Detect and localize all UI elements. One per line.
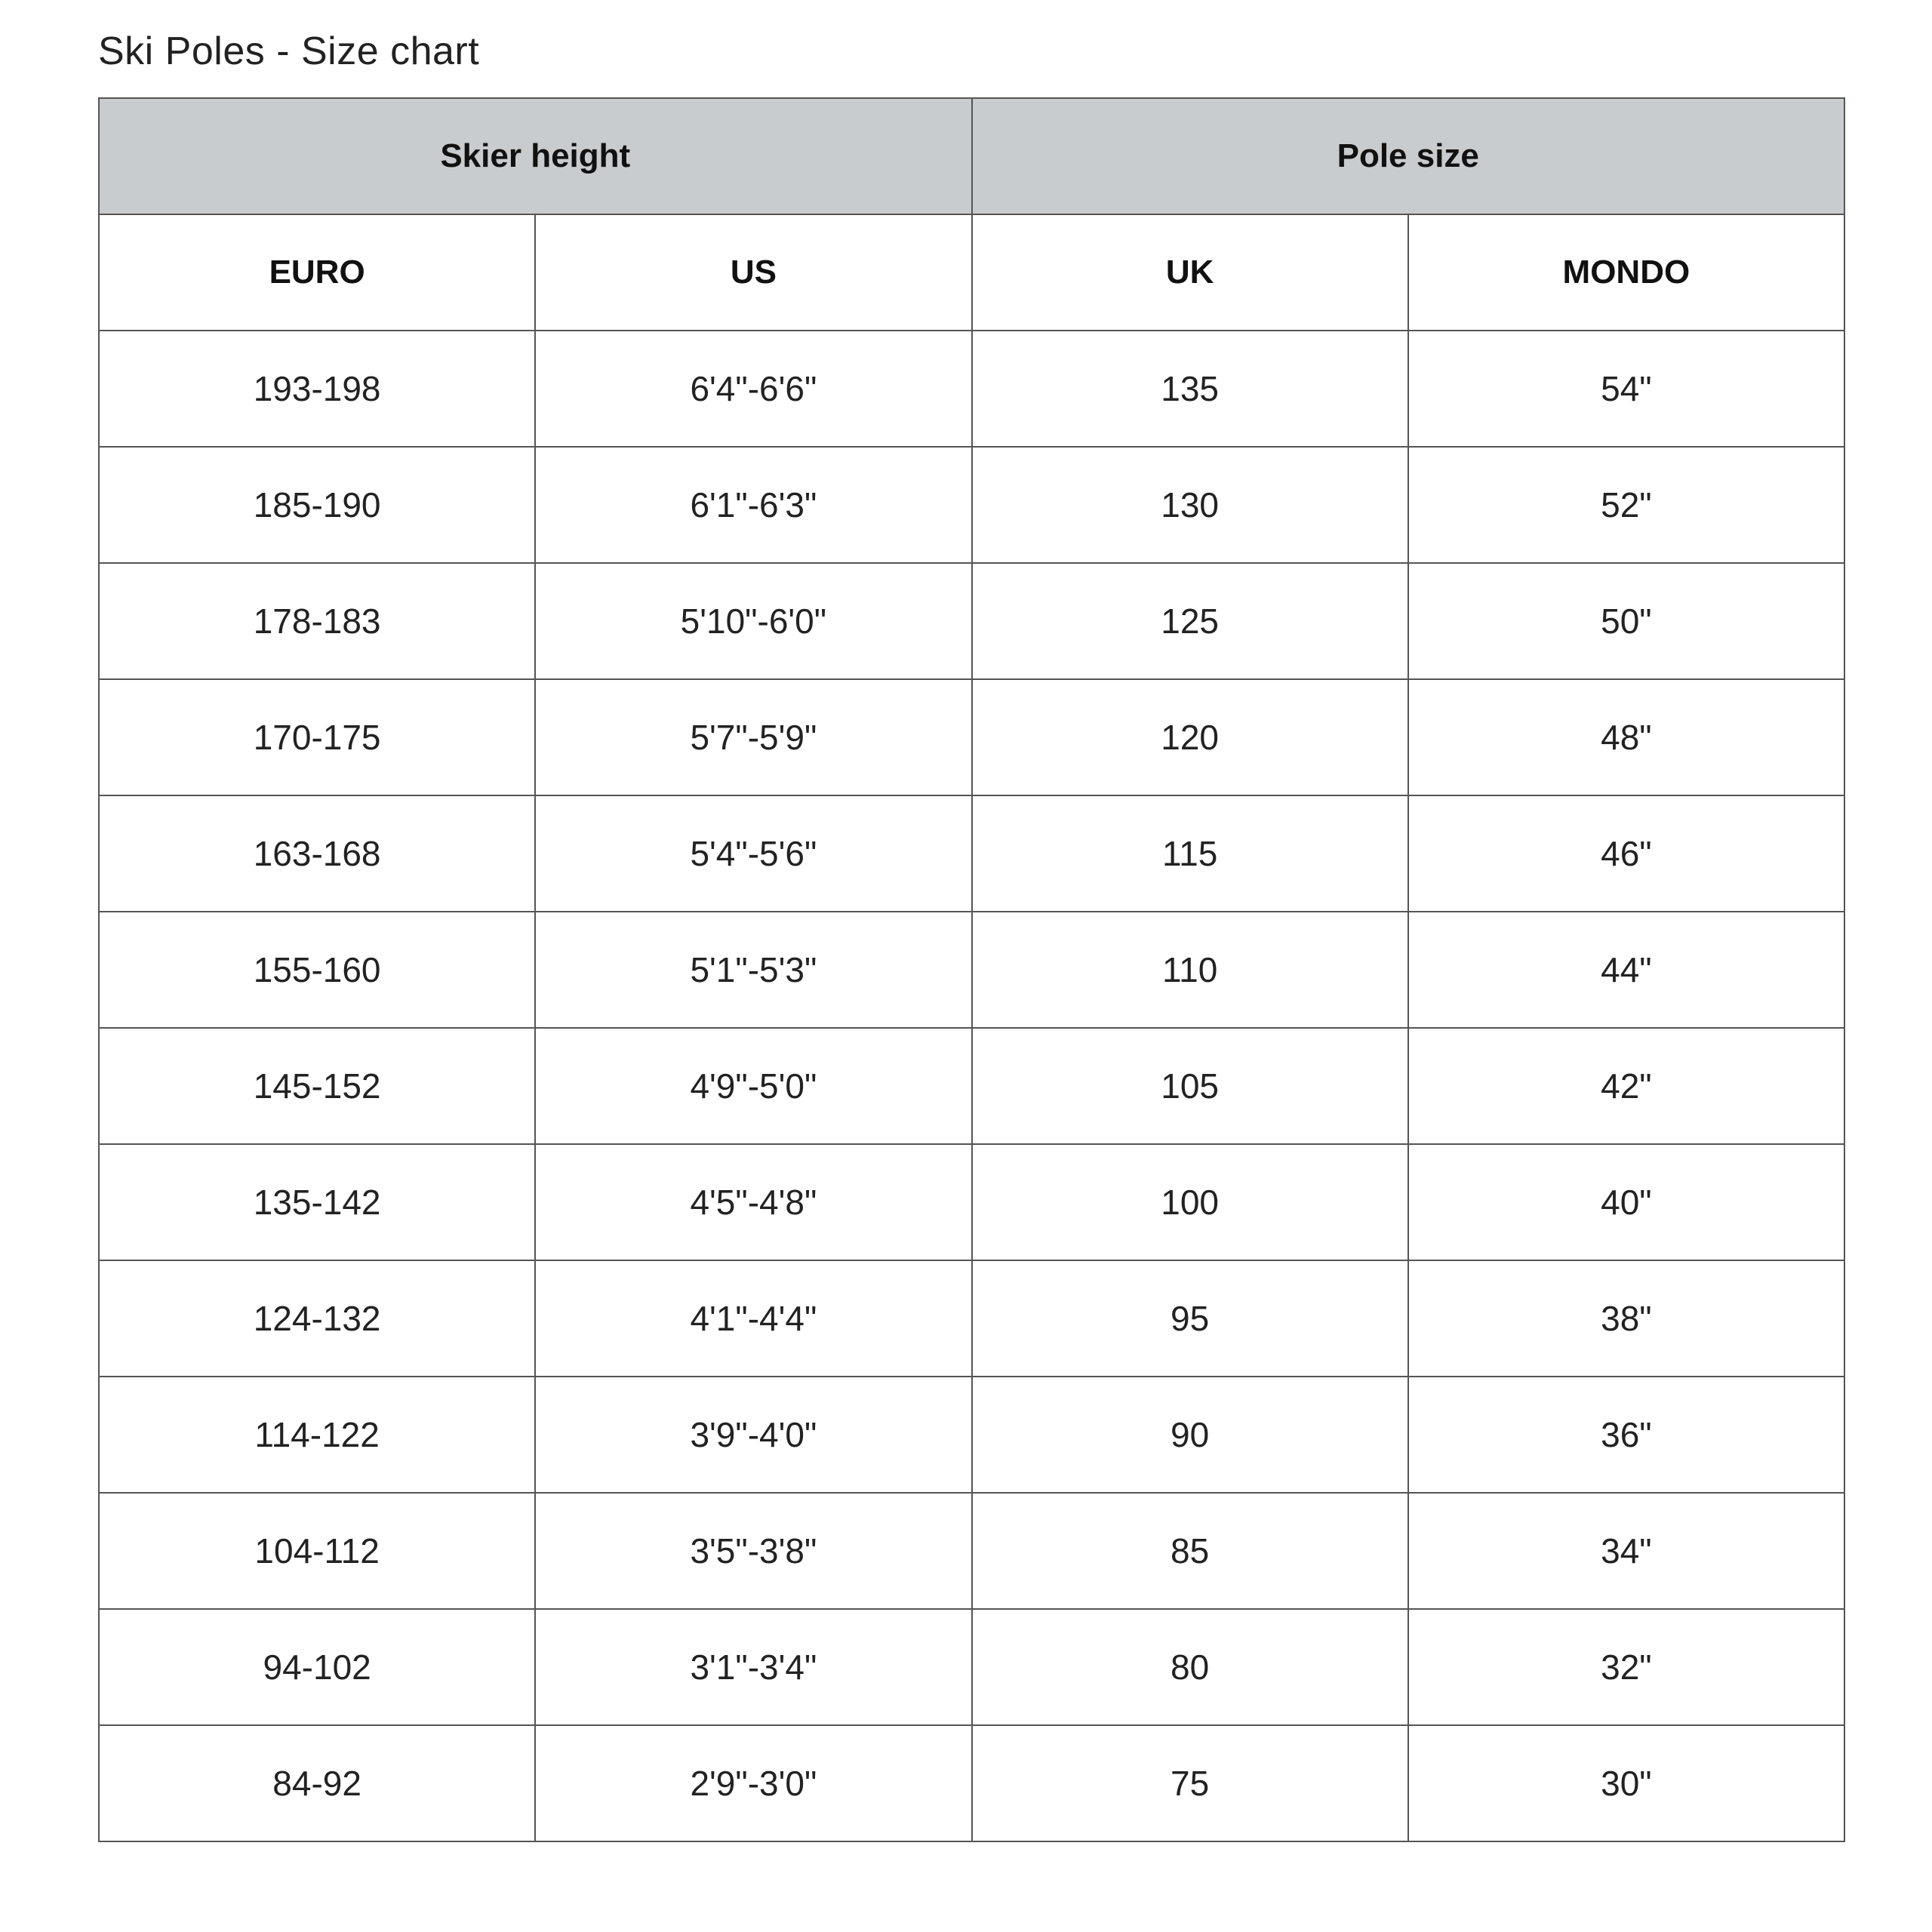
table-row bbox=[99, 1260, 1844, 1377]
cell-mondo: 30" bbox=[1408, 1725, 1844, 1841]
size-chart-table bbox=[98, 97, 1845, 1842]
cell-mondo: 50" bbox=[1408, 563, 1844, 679]
table-row bbox=[99, 1725, 1844, 1841]
cell-us: 4'1"-4'4" bbox=[535, 1260, 971, 1377]
cell-uk: 130 bbox=[972, 447, 1408, 563]
cell-us: 3'9"-4'0" bbox=[535, 1377, 971, 1493]
cell-uk: 85 bbox=[972, 1493, 1408, 1609]
cell-mondo: 54" bbox=[1408, 331, 1844, 447]
cell-us: 5'1"-5'3" bbox=[535, 912, 971, 1028]
cell-mondo: 36" bbox=[1408, 1377, 1844, 1493]
cell-mondo: 34" bbox=[1408, 1493, 1844, 1609]
table-row bbox=[99, 679, 1844, 795]
cell-mondo: 52" bbox=[1408, 447, 1844, 563]
cell-us: 2'9"-3'0" bbox=[535, 1725, 971, 1841]
cell-uk: 75 bbox=[972, 1725, 1408, 1841]
cell-us: 3'1"-3'4" bbox=[535, 1609, 971, 1725]
column-header-mondo: MONDO bbox=[1408, 214, 1844, 331]
cell-uk: 110 bbox=[972, 912, 1408, 1028]
cell-us: 5'10"-6'0" bbox=[535, 563, 971, 679]
table-row bbox=[99, 1028, 1844, 1144]
cell-euro: 170-175 bbox=[99, 679, 535, 795]
cell-us: 3'5"-3'8" bbox=[535, 1493, 971, 1609]
cell-euro: 94-102 bbox=[99, 1609, 535, 1725]
column-header-uk: UK bbox=[972, 214, 1408, 331]
cell-uk: 90 bbox=[972, 1377, 1408, 1493]
cell-uk: 80 bbox=[972, 1609, 1408, 1725]
table-row bbox=[99, 1493, 1844, 1609]
cell-uk: 115 bbox=[972, 795, 1408, 912]
cell-euro: 114-122 bbox=[99, 1377, 535, 1493]
table-row bbox=[99, 331, 1844, 447]
cell-uk: 95 bbox=[972, 1260, 1408, 1377]
column-header-row bbox=[99, 214, 1844, 331]
cell-mondo: 42" bbox=[1408, 1028, 1844, 1144]
cell-mondo: 40" bbox=[1408, 1144, 1844, 1260]
cell-uk: 120 bbox=[972, 679, 1408, 795]
table-row bbox=[99, 563, 1844, 679]
table-row bbox=[99, 1144, 1844, 1260]
cell-us: 6'1"-6'3" bbox=[535, 447, 971, 563]
cell-uk: 100 bbox=[972, 1144, 1408, 1260]
cell-euro: 135-142 bbox=[99, 1144, 535, 1260]
page-title: Ski Poles - Size chart bbox=[98, 29, 480, 73]
column-header-euro: EURO bbox=[99, 214, 535, 331]
group-header-row bbox=[99, 98, 1844, 214]
table-row bbox=[99, 795, 1844, 912]
cell-us: 6'4"-6'6" bbox=[535, 331, 971, 447]
table-row bbox=[99, 1609, 1844, 1725]
table-row bbox=[99, 1377, 1844, 1493]
table-row bbox=[99, 447, 1844, 563]
cell-mondo: 32" bbox=[1408, 1609, 1844, 1725]
cell-euro: 155-160 bbox=[99, 912, 535, 1028]
cell-mondo: 46" bbox=[1408, 795, 1844, 912]
cell-euro: 84-92 bbox=[99, 1725, 535, 1841]
cell-us: 5'7"-5'9" bbox=[535, 679, 971, 795]
cell-us: 5'4"-5'6" bbox=[535, 795, 971, 912]
cell-us: 4'5"-4'8" bbox=[535, 1144, 971, 1260]
group-header-pole-size: Pole size bbox=[972, 98, 1845, 214]
cell-mondo: 44" bbox=[1408, 912, 1844, 1028]
cell-euro: 145-152 bbox=[99, 1028, 535, 1144]
column-header-us: US bbox=[535, 214, 971, 331]
cell-euro: 124-132 bbox=[99, 1260, 535, 1377]
cell-uk: 135 bbox=[972, 331, 1408, 447]
cell-euro: 178-183 bbox=[99, 563, 535, 679]
table-row bbox=[99, 912, 1844, 1028]
cell-uk: 105 bbox=[972, 1028, 1408, 1144]
cell-euro: 193-198 bbox=[99, 331, 535, 447]
cell-euro: 104-112 bbox=[99, 1493, 535, 1609]
group-header-skier-height: Skier height bbox=[99, 98, 972, 214]
cell-mondo: 38" bbox=[1408, 1260, 1844, 1377]
cell-euro: 185-190 bbox=[99, 447, 535, 563]
cell-uk: 125 bbox=[972, 563, 1408, 679]
cell-euro: 163-168 bbox=[99, 795, 535, 912]
cell-mondo: 48" bbox=[1408, 679, 1844, 795]
cell-us: 4'9"-5'0" bbox=[535, 1028, 971, 1144]
